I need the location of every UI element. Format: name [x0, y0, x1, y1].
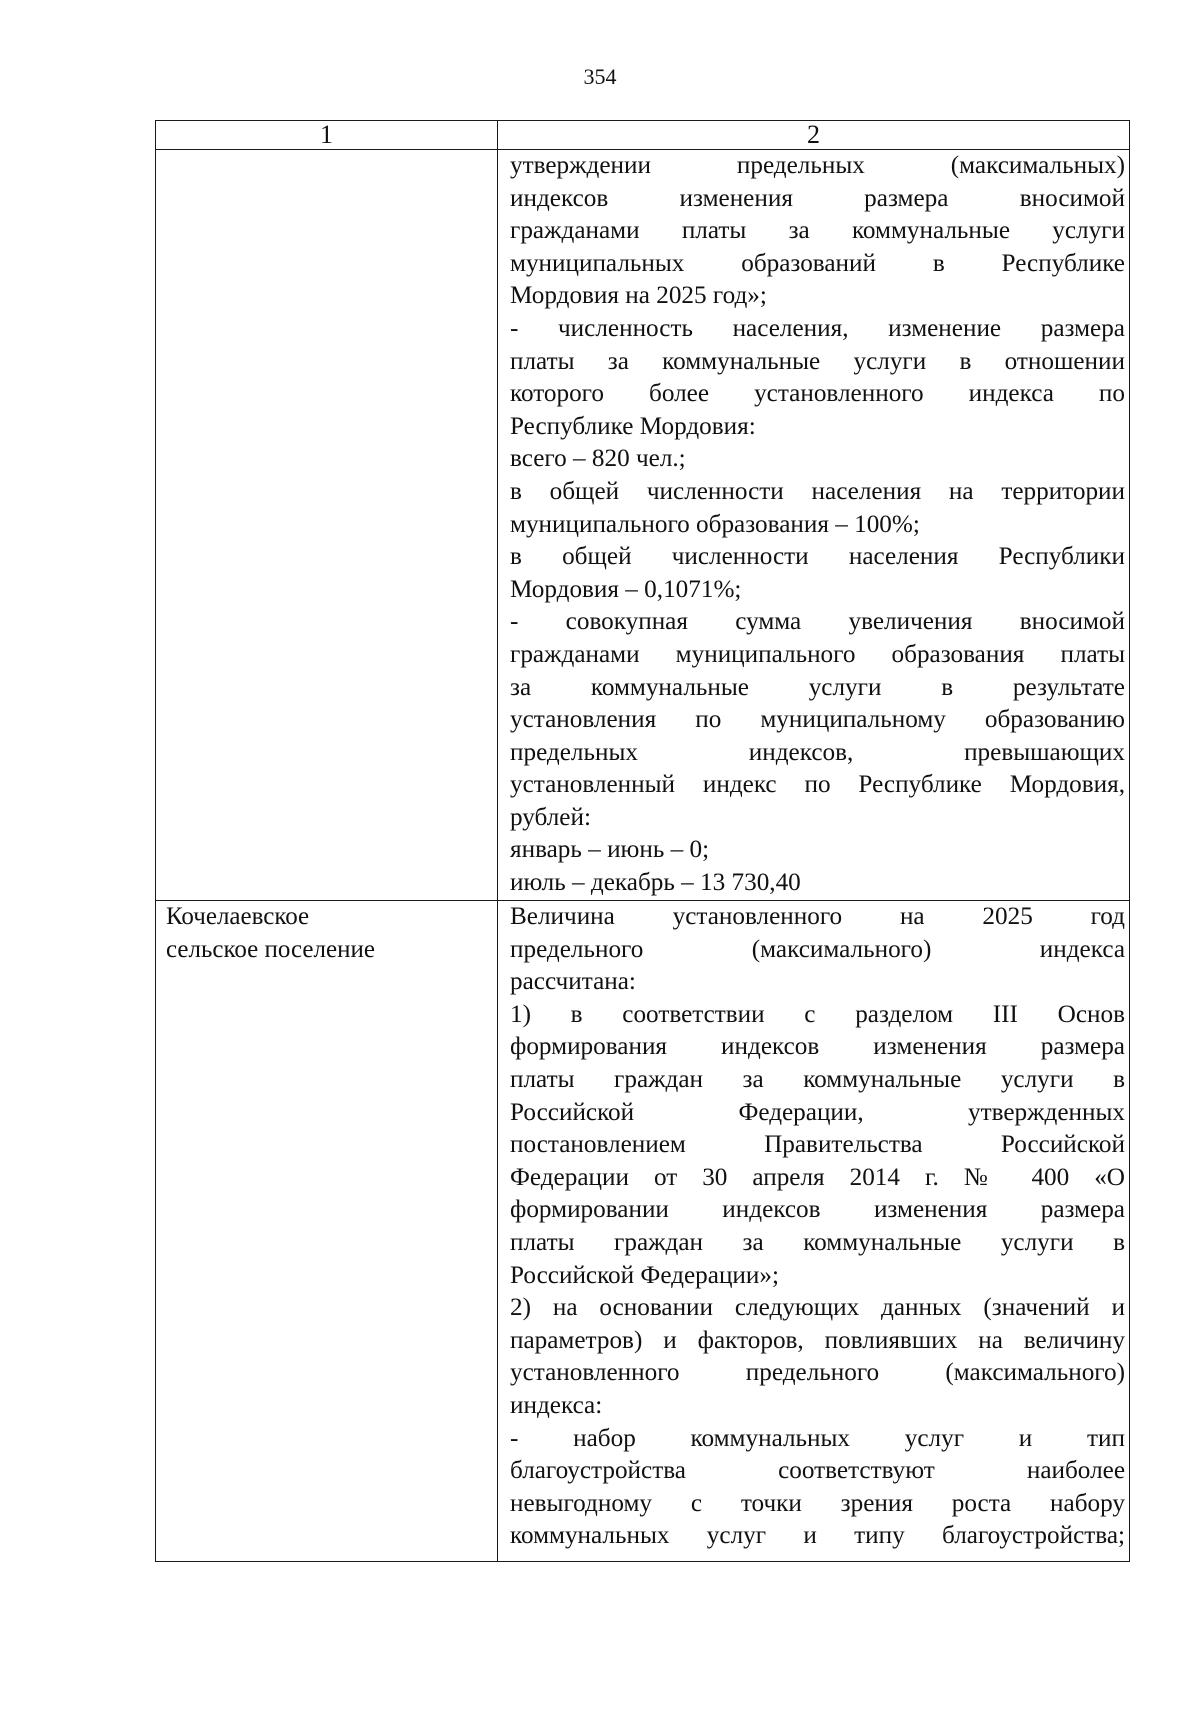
text-line: невыгодному с точки зрения роста набору — [510, 1489, 1125, 1517]
text-line: Мордовия – 0,1071%; — [510, 575, 742, 603]
column-header-2: 2 — [498, 121, 1130, 150]
text-line: установленный индекс по Республике Мордовия, — [510, 771, 1125, 799]
text-line: Российской Федерации»; — [510, 1261, 779, 1289]
text-line: предельного (максимального) индекса — [510, 935, 1125, 963]
municipality-cell — [156, 150, 498, 901]
text-line: в общей численности населения на территории — [510, 477, 1125, 505]
text-line: предельных индексов, превышающих — [510, 738, 1125, 766]
text-line: параметров) и факторов, повлиявших на величину — [510, 1326, 1125, 1354]
text-line: коммунальных услуг и типу благоустройства; — [510, 1522, 1125, 1550]
page-number: 354 — [583, 64, 617, 89]
text-line: Федерации от 30 апреля 2014 г. № 400 «О — [510, 1163, 1125, 1191]
details-cell — [498, 150, 1130, 901]
text-line: за коммунальные услуги в результате — [510, 673, 1125, 701]
table-row — [156, 901, 1130, 1562]
text-line: муниципальных образований в Республике — [510, 249, 1125, 277]
text-line: муниципального образования – 100%; — [510, 510, 920, 538]
text-line: всего – 820 чел.; — [510, 445, 686, 473]
text-line: 2) на основании следующих данных (значений и — [510, 1294, 1125, 1322]
text-line: установления по муниципальному образованию — [510, 706, 1125, 734]
text-line: утверждении предельных (максимальных) — [510, 152, 1125, 179]
text-line: которого более установленного индекса по — [510, 380, 1125, 408]
text-line: Республике Мордовия: — [510, 412, 756, 440]
text-line: в общей численности населения Республики — [510, 543, 1125, 571]
table-row — [156, 150, 1130, 901]
text-line: рублей: — [510, 803, 591, 831]
text-line: индексов изменения размера вносимой — [510, 184, 1125, 212]
text-line: постановлением Правительства Российской — [510, 1131, 1125, 1159]
text-line: Величина установленного на 2025 год — [510, 903, 1125, 930]
text-line: платы за коммунальные услуги в отношении — [510, 347, 1125, 375]
text-line: индекса: — [510, 1391, 603, 1419]
text-line: платы граждан за коммунальные услуги в — [510, 1065, 1125, 1093]
text-line: 1) в соответствии с разделом III Основ — [510, 1000, 1125, 1028]
table-header-row — [156, 121, 1130, 150]
text-line: Российской Федерации, утвержденных — [510, 1098, 1125, 1126]
text-line: сельское поселение — [166, 935, 375, 963]
text-line: рассчитана: — [510, 968, 636, 996]
text-line: Кочелаевское — [166, 903, 310, 930]
text-line: платы граждан за коммунальные услуги в — [510, 1228, 1125, 1256]
text-line: формировании индексов изменения размера — [510, 1196, 1125, 1224]
column-header-1: 1 — [156, 121, 498, 150]
text-line: установленного предельного (максимального) — [510, 1359, 1125, 1387]
text-line: гражданами муниципального образования платы — [510, 640, 1125, 668]
text-line: Мордовия на 2025 год»; — [510, 282, 767, 310]
document-table — [155, 120, 1130, 1562]
details-cell — [498, 901, 1130, 1562]
text-line: формирования индексов изменения размера — [510, 1033, 1125, 1061]
text-line: гражданами платы за коммунальные услуги — [510, 217, 1125, 245]
text-line: январь – июнь – 0; — [510, 836, 710, 864]
text-line: - набор коммунальных услуг и тип — [510, 1424, 1125, 1452]
text-line: - совокупная сумма увеличения вносимой — [510, 608, 1125, 636]
municipality-cell — [156, 901, 498, 1562]
text-line: июль – декабрь – 13 730,40 — [510, 869, 801, 897]
text-line: благоустройства соответствуют наиболее — [510, 1457, 1125, 1485]
text-line: - численность населения, изменение размера — [510, 314, 1125, 342]
